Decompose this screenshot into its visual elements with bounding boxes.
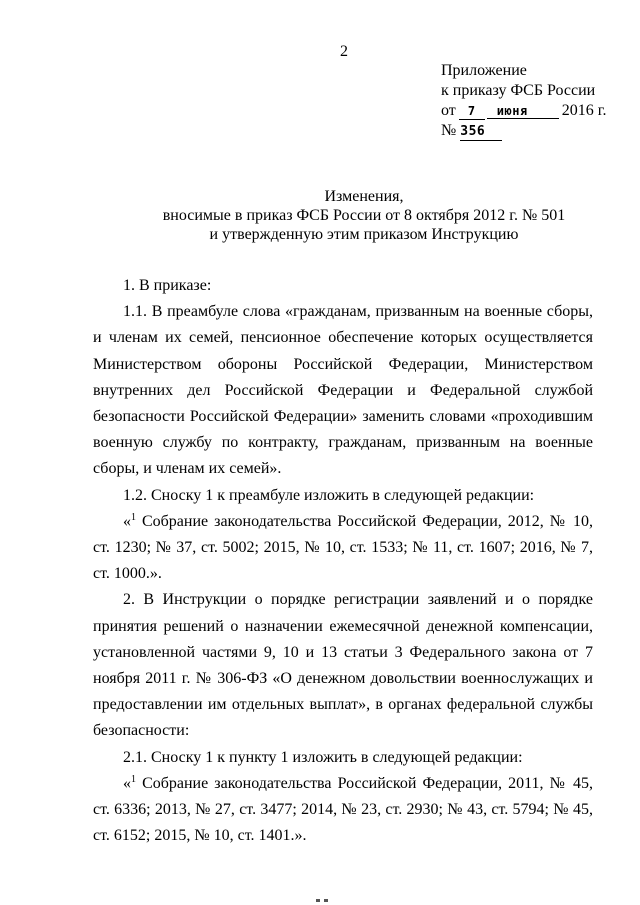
footnote-text: Собрание законодательства Российской Федерации, 2011, № 45, ст. 6336; 2013, № 27, ст. 3477; 2014, № 23, ст. 2930; № 43, ст. 5794; № 45, ст. 6152; 2015, № 10, ст. 1401.». xyxy=(93,774,593,845)
paragraph-2-1: 2.1. Сноску 1 к пункту 1 изложить в следующей редакции: xyxy=(123,748,523,766)
appendix-order-ref: к приказу ФСБ России xyxy=(441,82,596,99)
appendix-heading: Приложение xyxy=(441,62,527,79)
quote-open: « xyxy=(123,774,131,792)
paragraph-1: 1. В приказе: xyxy=(123,277,212,294)
date-year: 2016 г. xyxy=(561,102,607,119)
number-prefix: № xyxy=(441,122,457,139)
paragraph-1-2: 1.2. Сноску 1 к преамбуле изложить в следующей редакции: xyxy=(123,486,535,504)
date-prefix: от xyxy=(441,102,456,119)
quote-open: « xyxy=(123,512,131,530)
date-day-field: 7 xyxy=(459,104,485,120)
paragraph-2: 2. В Инструкции о порядке регистрации заявлений и о порядке принятия решений о назначении ежемесячной денежной компенсации, установленной частями 9, 10 и 13 статьи 3 Федерального закона от 7 ноября 2011 г. № 306-ФЗ «О денежном довольствии военнослужащих и предоставлении им отдельных выплат», в органах федеральной службы безопасности: xyxy=(93,591,593,740)
appendix-date-line xyxy=(441,101,607,121)
document-body xyxy=(93,273,593,849)
footnote-quote-2 xyxy=(93,771,593,850)
title-line-3: и утвержденную этим приказом Инструкцию xyxy=(209,226,519,243)
appendix-number-line xyxy=(441,121,607,141)
title-line-1: Изменения, xyxy=(324,188,404,205)
footnote-quote-1 xyxy=(93,509,593,588)
date-month-field: июня xyxy=(487,104,559,119)
page-number: 2 xyxy=(340,43,348,60)
footnote-text: Собрание законодательства Российской Федерации, 2012, № 10, ст. 1230; № 37, ст. 5002; 2015, № 10, ст. 1533; № 11, ст. 1607; 2016, № 7, ст. 1000.». xyxy=(93,512,593,583)
scan-mark xyxy=(316,899,320,902)
scan-mark xyxy=(324,899,328,902)
paragraph-1-1: 1.1. В преамбуле слова «гражданам, призванным на военные сборы, и членам их семей, пенсионное обеспечение которых осуществляется Министерством обороны Российской Федерации, Министерством внутренних дел Российской Федерации и Федеральной службой безопасности Российской Федерации» заменить словами «проходившим военную службу по контракту, гражданам, призванным на военные сборы, и членам их семей». xyxy=(93,303,593,478)
footnote-marker: 1 xyxy=(131,773,136,785)
order-number-field: 356 xyxy=(460,125,502,141)
title-line-2: вносимые в приказ ФСБ России от 8 октября 2012 г. № 501 xyxy=(162,207,566,224)
footnote-marker: 1 xyxy=(131,511,136,523)
appendix-block xyxy=(441,61,607,141)
document-title xyxy=(40,187,640,244)
